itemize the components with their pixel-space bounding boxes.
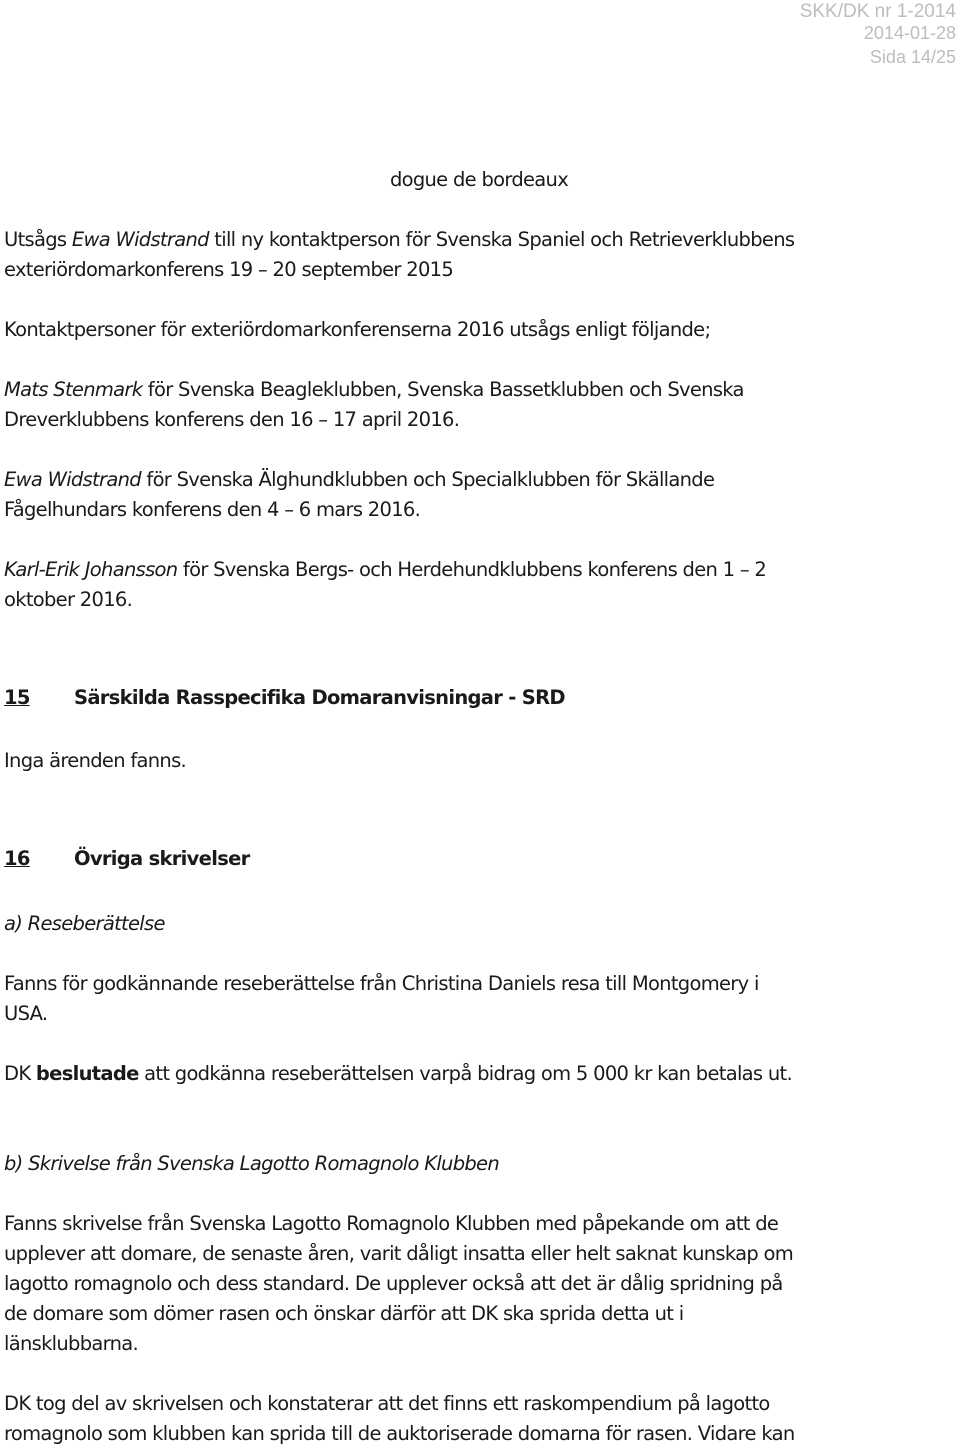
paragraph-letter-lagotto (4, 1209, 954, 1359)
paragraph-line: de domare som dömer rasen och önskar därför att DK ska sprida detta ut i (4, 1302, 684, 1325)
text-run: för Svenska Bergs- och Herdehundklubbens konferens den 1 – 2 (177, 558, 767, 581)
text-run: för Svenska Älghundklubben och Specialklubben för Skällande (140, 468, 715, 491)
paragraph-line: lagotto romagnolo och dess standard. De upplever också att det är dålig spridning på (4, 1272, 783, 1295)
paragraph-contact-spaniel (4, 225, 954, 285)
paragraph-line: USA. (4, 1002, 48, 1025)
paragraph-line: romagnolo som klubben kan sprida till de auktoriserade domarna för rasen. Vidare kan (4, 1422, 795, 1445)
section-heading-16 (4, 844, 954, 874)
paragraph-line: Dreverklubbens konferens den 16 – 17 april 2016. (4, 408, 460, 431)
section-heading-15 (4, 683, 954, 713)
paragraph-line: länsklubbarna. (4, 1332, 139, 1355)
document-id: SKK/DK nr 1-2014 (799, 1, 956, 22)
paragraph-contacts-2016: Kontaktpersoner för exteriördomarkonferenserna 2016 utsågs enligt följande; (4, 318, 711, 341)
paragraph-line (4, 555, 954, 585)
document-date: 2014-01-28 (863, 23, 956, 43)
text-run: att godkänna reseberättelsen varpå bidrag om 5 000 kr kan betalas ut. (138, 1062, 792, 1085)
decision-keyword: beslutade (35, 1062, 139, 1085)
paragraph-travel-report (4, 969, 954, 1029)
paragraph-line (4, 375, 954, 405)
subheading-letter-lagotto: b) Skrivelse från Svenska Lagotto Romagnolo Klubben (4, 1152, 500, 1175)
paragraph-line: exteriördomarkonferens 19 – 20 september 2015 (4, 258, 454, 281)
person-name: Ewa Widstrand (71, 228, 209, 251)
section-number: 15 (4, 686, 30, 709)
text-run: för Svenska Beagleklubben, Svenska Bassetklubben och Svenska (142, 378, 744, 401)
paragraph-line: oktober 2016. (4, 588, 133, 611)
paragraph-line (4, 465, 954, 495)
text-run: till ny kontaktperson för Svenska Spaniel och Retrieverklubbens (208, 228, 795, 251)
paragraph-decision (4, 1059, 954, 1089)
paragraph-line: Fågelhundars konferens den 4 – 6 mars 2016. (4, 498, 421, 521)
page-number: Sida 14/25 (869, 47, 956, 67)
paragraph-line: Fanns skrivelse från Svenska Lagotto Romagnolo Klubben med påpekande om att de (4, 1212, 779, 1235)
paragraph-line (4, 225, 954, 255)
breed-title: dogue de bordeaux (389, 168, 569, 191)
section-number: 16 (4, 847, 30, 870)
person-name: Karl-Erik Johansson (4, 558, 178, 581)
paragraph-line: upplever att domare, de senaste åren, varit dåligt insatta eller helt saknat kunskap om (4, 1242, 794, 1265)
paragraph-contact-alghund (4, 465, 954, 525)
section-title: Särskilda Rasspecifika Domaranvisningar - SRD (74, 686, 565, 709)
paragraph-dk-response (4, 1389, 954, 1449)
text-run: DK (4, 1062, 36, 1085)
paragraph-contact-beagle (4, 375, 954, 435)
person-name: Ewa Widstrand (4, 468, 141, 491)
paragraph-line: Fanns för godkännande reseberättelse från Christina Daniels resa till Montgomery i (4, 972, 759, 995)
paragraph-contact-bergs (4, 555, 954, 615)
text-run: Utsågs (4, 228, 72, 251)
subheading-travel-report: a) Reseberättelse (4, 912, 165, 935)
paragraph-line: DK tog del av skrivelsen och konstaterar att det finns ett raskompendium på lagotto (4, 1392, 770, 1415)
section-title: Övriga skrivelser (74, 847, 250, 870)
person-name: Mats Stenmark (4, 378, 143, 401)
paragraph-no-matters: Inga ärenden fanns. (4, 749, 187, 772)
